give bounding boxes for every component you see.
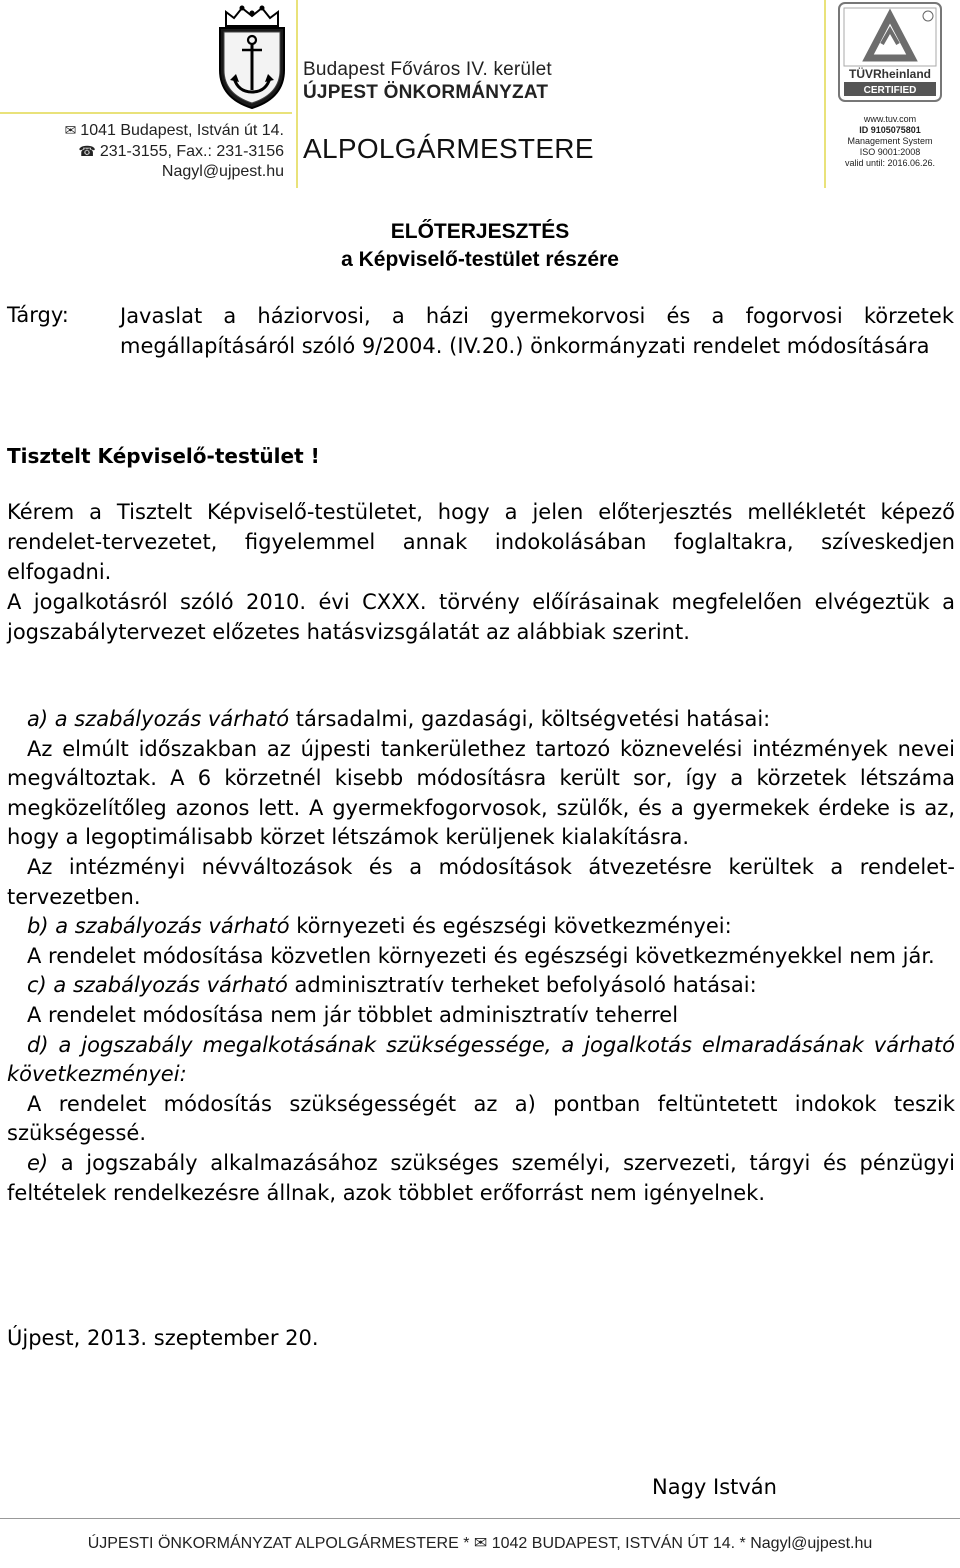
document-heading: ELŐTERJESZTÉS <box>390 220 570 243</box>
section-c-heading: c) a szabályozás várható adminisztratív terheket befolyásoló hatásai: <box>27 973 757 998</box>
footer-divider <box>0 1518 960 1519</box>
phone-icon: ☎ <box>78 143 96 159</box>
section-a-text2: Az intézményi névváltozások és a módosítások átvezetésre kerültek a rendelet-tervezetben. <box>7 854 955 909</box>
document-subheading: a Képviselő-testület részére <box>341 248 619 271</box>
section-e: e) a jogszabály alkalmazásához szükséges személyi, szervezeti, tárgyi és pénzügyi feltételek rendelkezésre állnak, azok többlet erőforrást nem igényelnek. <box>7 1150 955 1205</box>
footer <box>0 1533 960 1553</box>
section-a-text1: Az elmúlt időszakban az újpesti tankerülethez tartozó köznevelési intézmények nevei megváltoztak. A 6 körzetnél kisebb módosításra került sor, így a körzetek létszáma megközelítőleg azonos lett. A gyermekfogorvosok, szülők, és a gyermekek érdeke is az, hogy a legoptimálisabb körzet létszámok kerüljenek kialakításra. <box>7 736 955 850</box>
tuv-badge-text: CERTIFIED <box>863 85 917 96</box>
municipality-name <box>303 58 552 104</box>
section-b-heading: b) a szabályozás várható környezeti és egészségi következményei: <box>27 914 732 939</box>
tuv-logo-text: TÜVRheinland <box>848 67 932 81</box>
office-title: ALPOLGÁRMESTERE <box>303 133 594 164</box>
section-c-text: A rendelet módosítása nem jár többlet adminisztratív teherrel <box>27 1002 679 1027</box>
header-divider-left <box>296 0 298 188</box>
document-date: Újpest, 2013. szeptember 20. <box>7 1326 319 1350</box>
footer-right: 1042 BUDAPEST, ISTVÁN ÚT 14. * Nagyl@ujpest.hu <box>491 1535 873 1552</box>
contact-block <box>65 120 284 182</box>
municipality-line2: ÚJPEST ÖNKORMÁNYZAT <box>303 82 549 103</box>
footer-left: ÚJPESTI ÖNKORMÁNYZAT ALPOLGÁRMESTERE * <box>87 1535 470 1552</box>
header-divider-horizontal <box>0 112 292 114</box>
footer-envelope-icon: ✉ <box>473 1535 488 1552</box>
envelope-icon: ✉ <box>64 122 77 138</box>
paragraph-impact-intro: A jogalkotásról szóló 2010. évi CXXX. törvény előírásainak megfelelően elvégeztük a jogszabálytervezet előzetes hatásvizsgálatát az alábbiak szerint. <box>7 590 955 644</box>
subject-label: Tárgy: <box>7 303 69 327</box>
cert-standard: ISO 9001:2008 <box>859 147 921 157</box>
contact-phone: 231-3155, Fax.: 231-3156 <box>99 143 284 160</box>
salutation: Tisztelt Képviselő-testület ! <box>7 444 320 468</box>
crest-logo <box>212 4 292 110</box>
cert-system: Management System <box>847 136 933 146</box>
cert-site: www.tuv.com <box>863 114 917 124</box>
contact-address: 1041 Budapest, István út 14. <box>80 122 284 139</box>
section-d-heading: d) a jogszabály megalkotásának szükségessége, a jogalkotás elmaradásának várható következményei: <box>7 1032 955 1087</box>
cert-id: ID 9105075801 <box>859 125 921 135</box>
subject-text: Javaslat a háziorvosi, a házi gyermekorvosi és a fogorvosi körzetek megállapításáról szóló 9/2004. (IV.20.) önkormányzati rendelet módosítására <box>120 304 954 358</box>
section-b-text: A rendelet módosítása közvetlen környezeti és egészségi következményekkel nem jár. <box>27 943 935 968</box>
section-d-text: A rendelet módosítás szükségességét az a) pontban feltüntetett indokok teszik szükségessé. <box>7 1091 955 1146</box>
signer-name: Nagy István <box>652 1475 777 1499</box>
cert-valid: valid until: 2016.06.26. <box>844 158 936 168</box>
municipality-line1: Budapest Főváros IV. kerület <box>303 59 552 80</box>
tuv-certification-logo <box>838 2 942 102</box>
contact-email: Nagyl@ujpest.hu <box>161 163 284 180</box>
impact-sections <box>7 705 955 1208</box>
section-a-heading: a) a szabályozás várható társadalmi, gazdasági, költségvetési hatásai: <box>27 707 771 731</box>
certification-info <box>832 114 948 169</box>
paragraph-request: Kérem a Tisztelt Képviselő-testületet, hogy a jelen előterjesztés mellékletét képező rendelet-tervezetet, figyelemmel annak indokolásában foglaltakra, szíveskedjen elfogadni. <box>7 500 955 584</box>
header-divider-right <box>824 0 826 188</box>
